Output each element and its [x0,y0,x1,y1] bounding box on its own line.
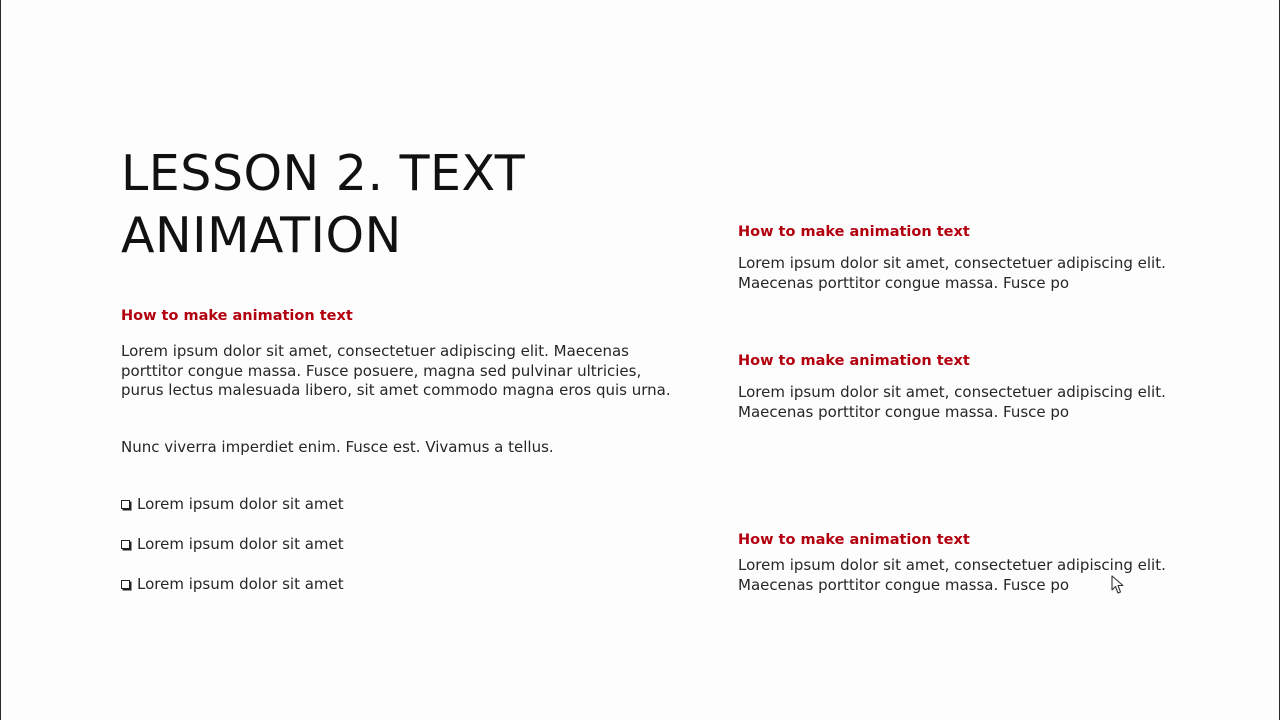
bullet-item[interactable] [121,494,344,514]
checkbox-icon [121,540,130,549]
bullet-text: Lorem ipsum dolor sit amet [137,535,344,553]
right-text-block-2[interactable] [738,353,1178,422]
right-subhead-1: How to make animation text [738,224,970,240]
right-paragraph-3: Lorem ipsum dolor sit amet, consectetuer adipiscing elit. Maecenas porttitor congue massa. Fusce po [738,556,1166,594]
right-subhead-2: How to make animation text [738,353,970,369]
right-paragraph-1: Lorem ipsum dolor sit amet, consectetuer adipiscing elit. Maecenas porttitor congue massa. Fusce po [738,254,1166,292]
bullet-text: Lorem ipsum dolor sit amet [137,575,344,593]
left-subhead[interactable]: How to make animation text [121,308,353,324]
slide-title[interactable]: LESSON 2. TEXT ANIMATION [121,145,526,264]
mouse-cursor-icon [1111,575,1125,595]
bullet-list [121,494,344,614]
right-paragraph-2: Lorem ipsum dolor sit amet, consectetuer adipiscing elit. Maecenas porttitor congue massa. Fusce po [738,383,1166,421]
checkbox-icon [121,580,130,589]
right-subhead-3: How to make animation text [738,532,970,548]
bullet-item[interactable] [121,574,344,594]
left-paragraph-1[interactable]: Lorem ipsum dolor sit amet, consectetuer adipiscing elit. Maecenas porttitor congue massa. Fusce posuere, magna sed pulvinar ultricies, purus lectus malesuada libero, sit amet commodo magna eros quis urna. [121,342,671,399]
bullet-text: Lorem ipsum dolor sit amet [137,495,344,513]
bullet-item[interactable] [121,534,344,554]
checkbox-icon [121,500,130,509]
right-text-block-1[interactable] [738,224,1178,293]
left-paragraph-2[interactable]: Nunc viverra imperdiet enim. Fusce est. Vivamus a tellus. [121,438,554,456]
